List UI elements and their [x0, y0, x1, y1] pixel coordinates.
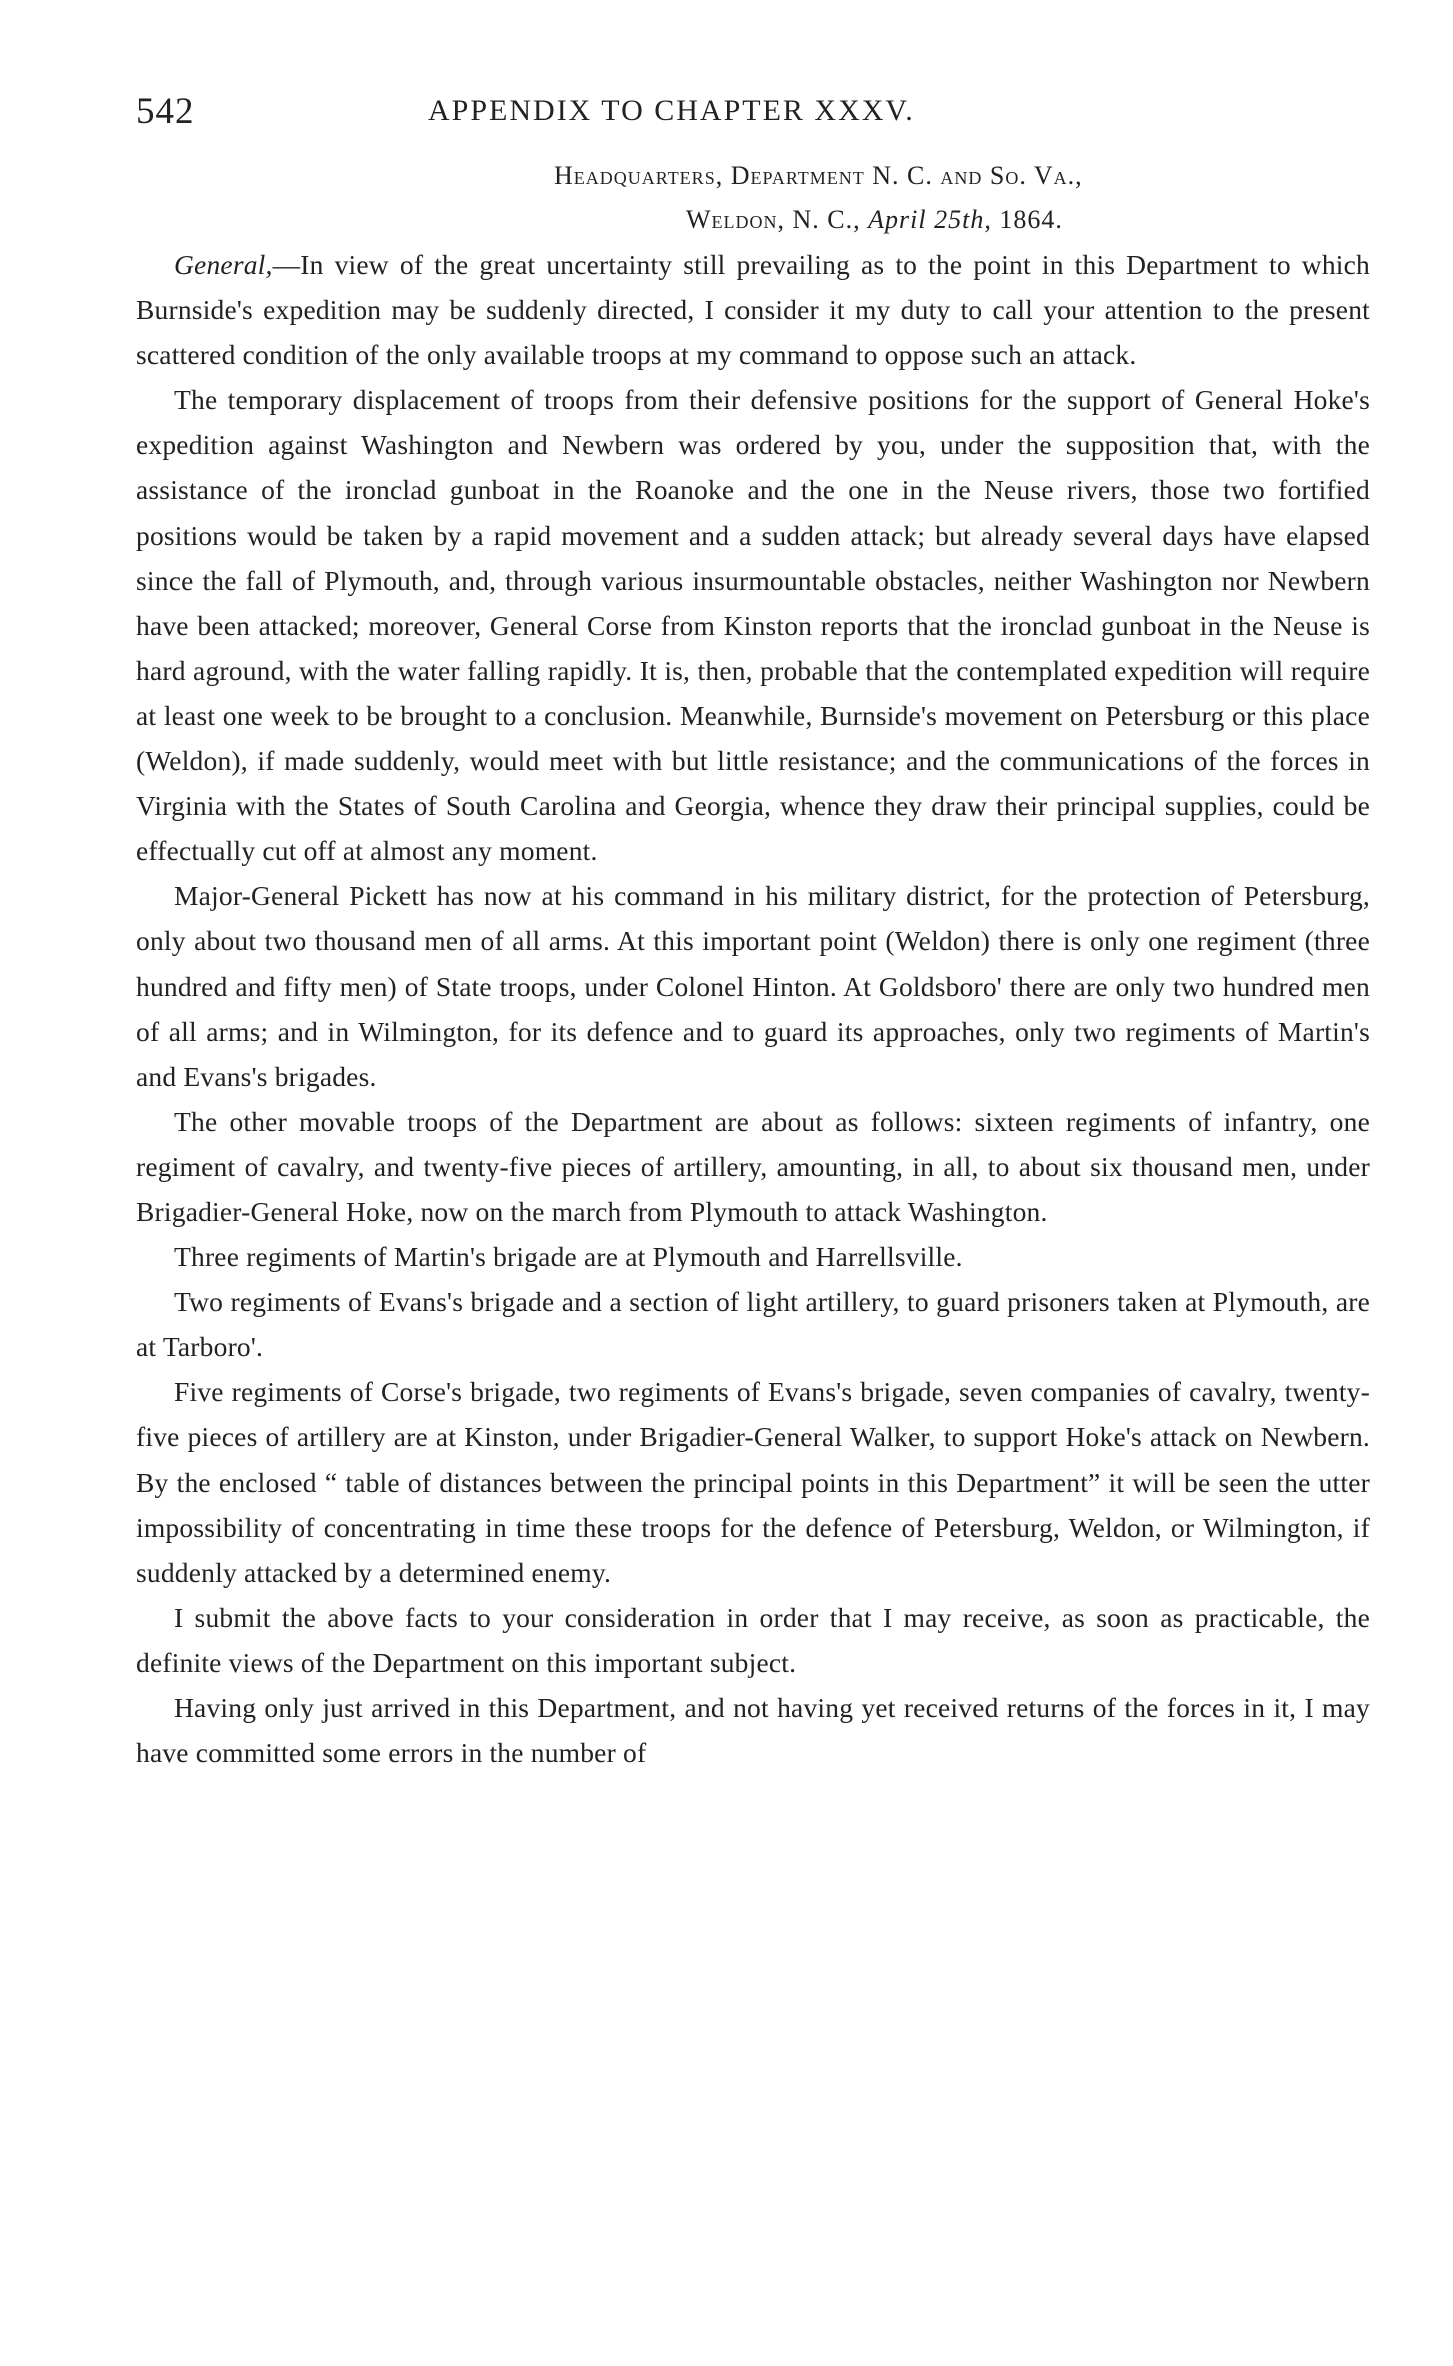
running-head — [136, 90, 1370, 140]
paragraph-8: I submit the above facts to your consideration in order that I may receive, as soon as practicable, the definite views of the Department on this important subject. — [136, 1601, 1370, 1678]
paragraph-3: Major-General Pickett has now at his command in his military district, for the protection of Petersburg, only about two thousand men of all arms. At this important point (Weldon) there is only one regiment (three hundred and fifty men) of State troops, under Colonel Hinton. At Goldsboro' there are only two hundred men of all arms; and in Wilmington, for its defence and to guard its approaches, only two regiments of Martin's and Evans's brigades. — [136, 880, 1370, 1092]
running-title: APPENDIX TO CHAPTER XXXV. — [428, 94, 915, 127]
heading-date: April 25th, — [868, 205, 992, 234]
paragraph-6: Two regiments of Evans's brigade and a section of light artillery, to guard prisoners taken at Plymouth, are at Tarboro'. — [136, 1286, 1370, 1363]
heading-headquarters: Headquarters, Department N. C. and So. Va., — [554, 161, 1083, 190]
salutation: General, — [174, 249, 273, 280]
paragraph-2: The temporary displacement of troops from their defensive positions for the support of General Hoke's expedition against Washington and Newbern was ordered by you, under the supposition that, with the assistance of the ironclad gunboat in the Roanoke and the one in the Neuse rivers, those two fortified positions would be taken by a rapid movement and a sudden attack; but already several days have elapsed since the fall of Plymouth, and, through various insurmountable obstacles, neither Washington nor Newbern have been attacked; moreover, General Corse from Kinston reports that the ironclad gunboat in the Neuse is hard aground, with the water falling rapidly. It is, then, probable that the contemplated expedition will require at least one week to be brought to a conclusion. Meanwhile, Burnside's movement on Petersburg or this place (Weldon), if made suddenly, would meet with but little resistance; and the communications of the forces in Virginia with the States of South Carolina and Georgia, whence they draw their principal supplies, could be effectually cut off at almost any moment. — [136, 384, 1370, 867]
paragraph-7: Five regiments of Corse's brigade, two regiments of Evans's brigade, seven companies of cavalry, twenty-five pieces of artillery are at Kinston, under Brigadier-General Walker, to support Hoke's attack on Newbern. By the enclosed “ table of distances between the principal points in this Department” it will be seen the utter impossibility of concentrating in time these troops for the defence of Petersburg, Weldon, or Wilmington, if suddenly attacked by a determined enemy. — [136, 1376, 1370, 1588]
heading-place: Weldon, N. C., — [686, 205, 869, 234]
page-number: 542 — [136, 91, 195, 132]
paragraph-1-text: —In view of the great uncertainty still prevailing as to the point in this Department to which Burnside's expedition may be suddenly directed, I consider it my duty to call your attention to the present scattered condition of the only available troops at my command to oppose such an attack. — [136, 249, 1370, 371]
letter-heading — [136, 154, 1370, 242]
document-page — [136, 90, 1370, 1775]
paragraph-1 — [136, 242, 1370, 377]
heading-year: 1864. — [991, 205, 1063, 234]
heading-place-date — [136, 198, 1370, 242]
paragraph-9: Having only just arrived in this Department, and not having yet received returns of the forces in it, I may have committed some errors in the number of — [136, 1692, 1370, 1769]
paragraph-5: Three regiments of Martin's brigade are at Plymouth and Harrellsville. — [174, 1241, 963, 1273]
paragraph-4: The other movable troops of the Department are about as follows: sixteen regiments of infantry, one regiment of cavalry, and twenty-five pieces of artillery, amounting, in all, to about six thousand men, under Brigadier-General Hoke, now on the march from Plymouth to attack Washington. — [136, 1105, 1370, 1227]
letter-body — [136, 242, 1370, 1775]
